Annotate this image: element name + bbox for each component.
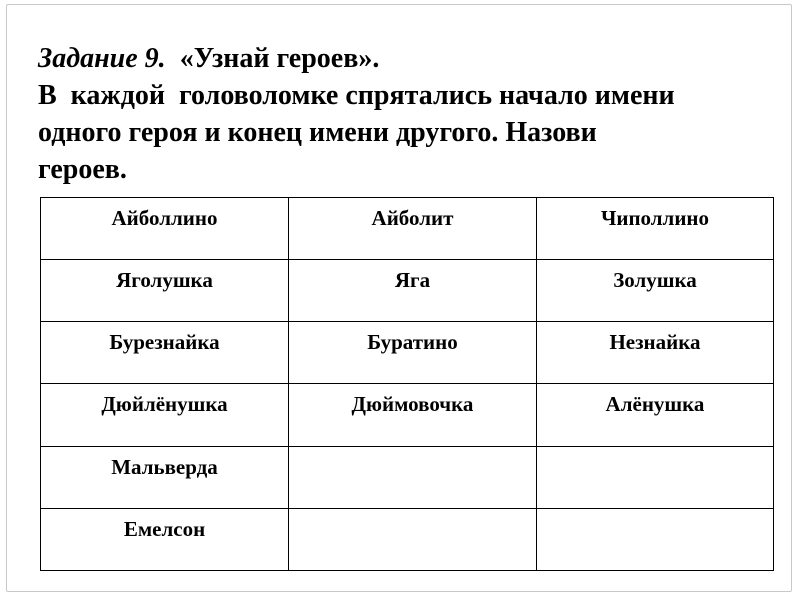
table-row bbox=[41, 322, 774, 384]
instruction-line-3: героев. bbox=[38, 154, 127, 185]
answer-cell bbox=[537, 446, 774, 508]
puzzle-cell: Мальверда bbox=[41, 446, 289, 508]
instruction-line-2: одного героя и конец имени другого. Назови bbox=[38, 117, 597, 148]
answer-cell bbox=[537, 508, 774, 570]
answer-cell bbox=[289, 508, 537, 570]
puzzle-table bbox=[40, 197, 774, 571]
puzzle-cell: Емелсон bbox=[41, 508, 289, 570]
answer-cell: Айболит bbox=[289, 198, 537, 260]
answer-cell: Дюймовочка bbox=[289, 384, 537, 446]
task-title: «Узнай героев». bbox=[179, 43, 380, 74]
table-row bbox=[41, 198, 774, 260]
answer-cell: Золушка bbox=[537, 260, 774, 322]
table-row bbox=[41, 260, 774, 322]
answer-cell: Яга bbox=[289, 260, 537, 322]
answer-cell: Буратино bbox=[289, 322, 537, 384]
puzzle-cell: Яголушка bbox=[41, 260, 289, 322]
task-title-line bbox=[38, 40, 768, 77]
answer-cell: Чиполлино bbox=[537, 198, 774, 260]
answer-cell: Алёнушка bbox=[537, 384, 774, 446]
answer-cell bbox=[289, 446, 537, 508]
task-label: Задание 9. bbox=[38, 43, 166, 74]
instruction-line-1: В каждой головоломке спрятались начало имени bbox=[38, 80, 675, 111]
puzzle-cell: Айболлино bbox=[41, 198, 289, 260]
puzzle-cell: Бурезнайка bbox=[41, 322, 289, 384]
table-row bbox=[41, 446, 774, 508]
answer-cell: Незнайка bbox=[537, 322, 774, 384]
puzzle-cell: Дюйлёнушка bbox=[41, 384, 289, 446]
table-row bbox=[41, 384, 774, 446]
task-heading bbox=[38, 40, 768, 188]
table-row bbox=[41, 508, 774, 570]
